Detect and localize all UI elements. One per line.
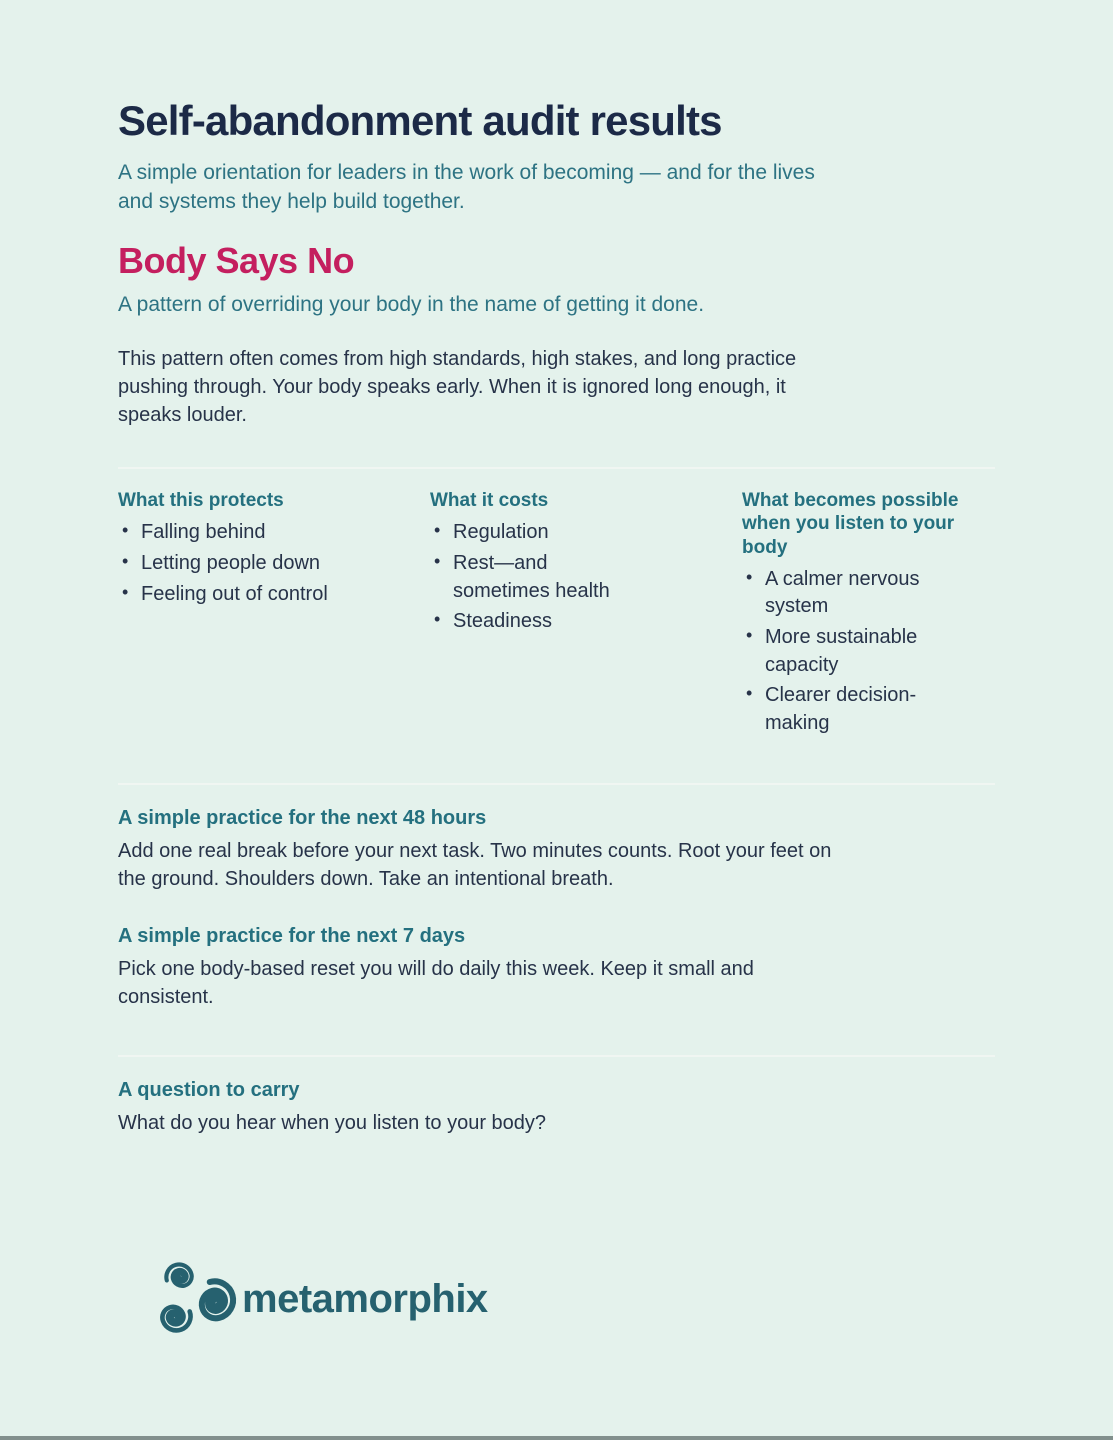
- brand-wordmark: metamorphix: [242, 1276, 488, 1321]
- practice-body: Pick one body-based reset you will do daily this week. Keep it small and consistent.: [118, 958, 754, 1009]
- column-heading: What it costs: [430, 490, 549, 512]
- column-protects: [118, 489, 390, 737]
- practice-heading: A simple practice for the next 48 hours: [118, 807, 487, 830]
- bullet-item: • Feeling out of control: [118, 581, 390, 609]
- question-section: [118, 1077, 995, 1137]
- bullet-list: [430, 519, 645, 635]
- scan-edge-bottom: [0, 1436, 1113, 1440]
- question-body: What do you hear when you listen to your body?: [118, 1112, 547, 1135]
- bullet-item: • Clearer decision-making: [742, 682, 942, 737]
- bullet-item: • Letting people down: [118, 550, 390, 578]
- bullet-item: • Falling behind: [118, 519, 390, 547]
- bullet-item: • Regulation: [430, 519, 645, 547]
- pattern-description: This pattern often comes from high standards, high stakes, and long practice pushing through. Your body speaks early. When it is ignored long enough, it speaks louder.: [118, 348, 797, 427]
- practice-7-days-section: [118, 923, 995, 1011]
- bullet-item: • More sustainable capacity: [742, 624, 942, 679]
- column-heading: What this protects: [118, 490, 284, 512]
- pattern-tagline: A pattern of overriding your body in the name of getting it done.: [118, 292, 705, 316]
- bullet-list: [118, 519, 390, 608]
- triskelion-spiral-icon: [154, 1259, 246, 1339]
- bullet-item: • Rest—and sometimes health: [430, 550, 645, 605]
- brand-logo: [154, 1259, 995, 1339]
- section-divider: [118, 783, 995, 785]
- pattern-name-heading: Body Says No: [118, 240, 355, 282]
- column-possible: [742, 489, 995, 737]
- question-heading: A question to carry: [118, 1079, 300, 1102]
- section-divider: [118, 467, 995, 469]
- three-column-summary: [118, 489, 995, 737]
- practice-48-hours-section: [118, 805, 995, 893]
- practice-heading: A simple practice for the next 7 days: [118, 925, 466, 948]
- page-title: Self-abandonment audit results: [118, 97, 722, 144]
- page-subtitle: A simple orientation for leaders in the work of becoming — and for the lives and systems they help build together.: [118, 161, 815, 214]
- practice-body: Add one real break before your next task. Two minutes counts. Root your feet on the ground. Shoulders down. Take an intentional breath.: [118, 840, 832, 891]
- bullet-item: • A calmer nervous system: [742, 566, 942, 621]
- bullet-item: • Steadiness: [430, 608, 645, 636]
- section-divider: [118, 1055, 995, 1057]
- bullet-list: [742, 566, 942, 738]
- column-costs: [430, 489, 702, 737]
- column-heading: What becomes possible when you listen to your body: [742, 490, 959, 558]
